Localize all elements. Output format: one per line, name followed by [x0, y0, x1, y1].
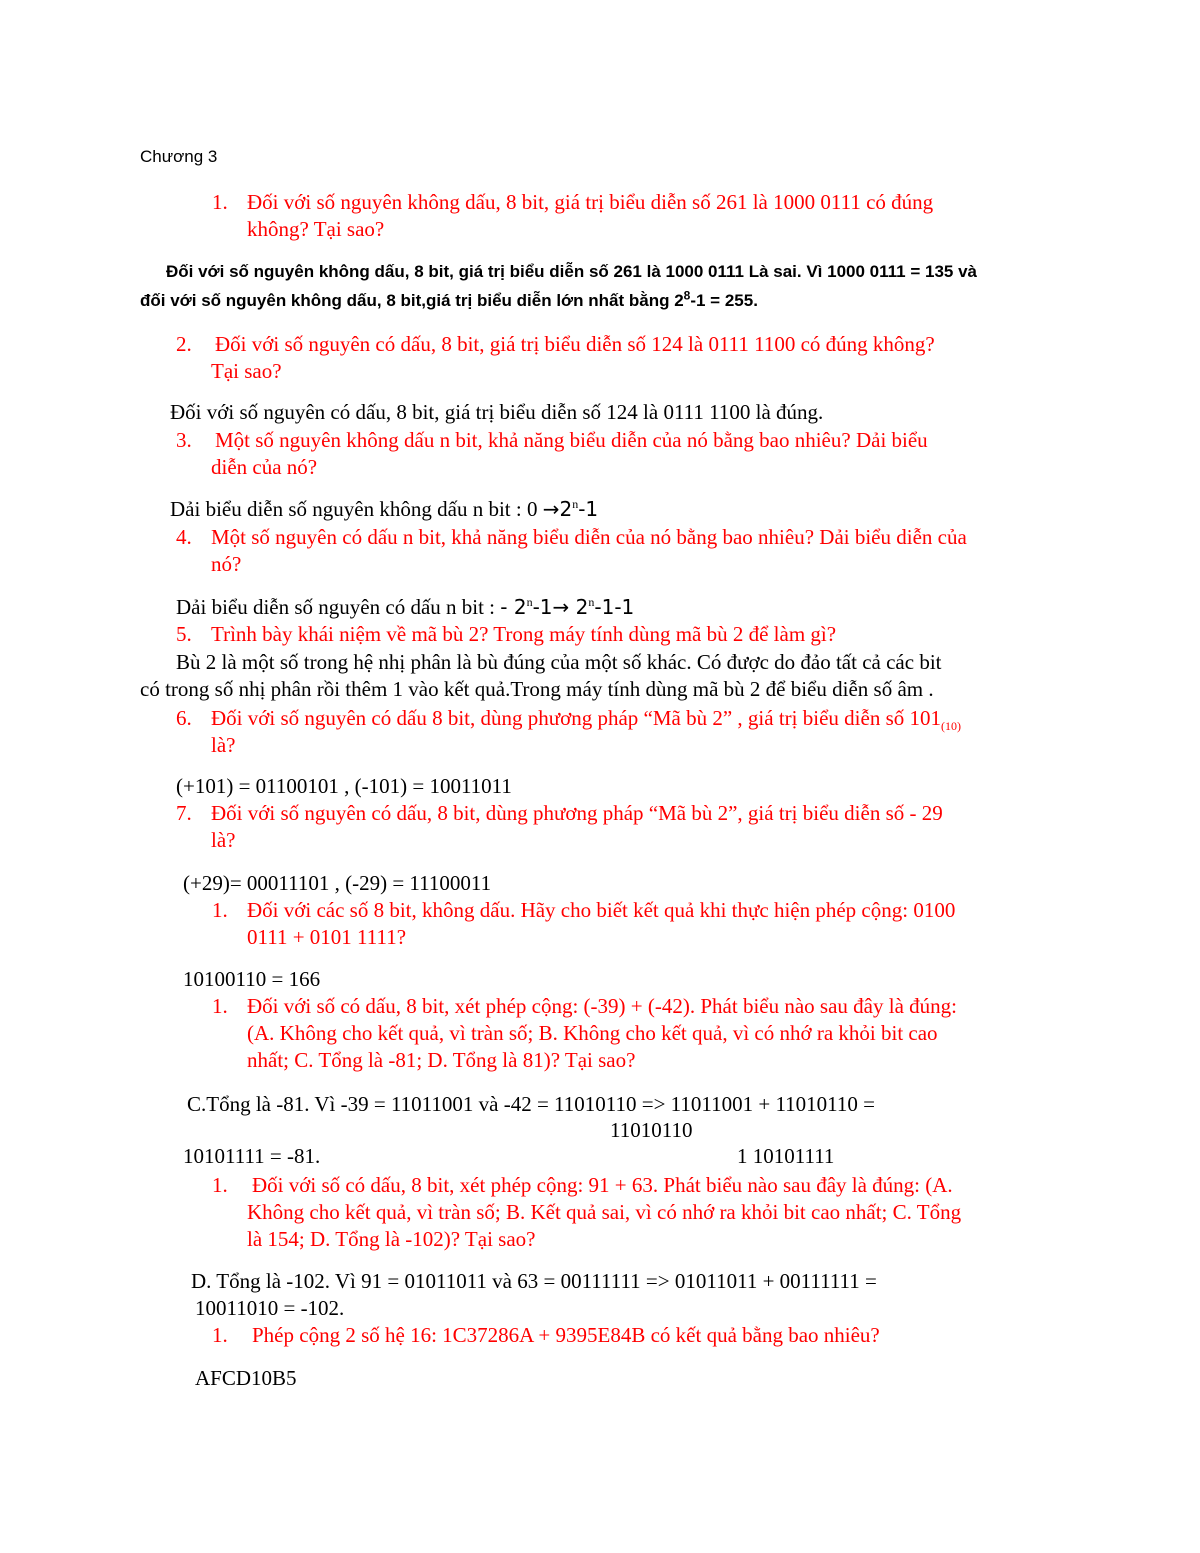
- answer-10-line-2: 10011010 = -102.: [195, 1296, 345, 1320]
- answer-4: [176, 595, 634, 619]
- question-8-number: 1.: [212, 898, 228, 922]
- question-9-line-1: Đối với số có dấu, 8 bit, xét phép cộng: (-39) + (-42). Phát biểu nào sau đây là đúng:: [247, 994, 957, 1018]
- question-10-line-2: Không cho kết quả, vì tràn số; B. Kết quả sai, vì có nhớ ra khỏi bit cao nhất; C. Tổng: [247, 1200, 962, 1224]
- answer-11: AFCD10B5: [195, 1366, 297, 1390]
- question-7-line-2: là?: [211, 828, 236, 852]
- question-1-line-1: Đối với số nguyên không dấu, 8 bit, giá trị biểu diễn số 261 là 1000 0111 có đúng: [247, 190, 934, 214]
- question-1-number: 1.: [212, 190, 228, 214]
- question-4-line-1: Một số nguyên có dấu n bit, khả năng biểu diễn của nó bằng bao nhiêu? Dải biểu diễn của: [211, 525, 967, 549]
- question-9-number: 1.: [212, 994, 228, 1018]
- answer-9-line-2: 11010110: [610, 1118, 693, 1142]
- question-10-line-3: là 154; D. Tổng là -102)? Tại sao?: [247, 1227, 536, 1251]
- question-9-line-3: nhất; C. Tổng là -81; D. Tổng là 81)? Tại sao?: [247, 1048, 636, 1072]
- answer-4-part-2: -1→ 2: [532, 595, 589, 619]
- question-6-base: (10): [941, 719, 961, 734]
- question-6-text: Đối với số nguyên có dấu 8 bit, dùng phương pháp “Mã bù 2” , giá trị biểu diễn số 101: [211, 706, 941, 730]
- answer-8: 10100110 = 166: [183, 967, 321, 991]
- answer-1-exponent: 8: [683, 288, 691, 303]
- answer-9-line-3-right: 1 10101111: [737, 1144, 835, 1168]
- question-8-line-2: 0111 + 0101 1111?: [247, 925, 407, 949]
- question-11-number: 1.: [212, 1323, 228, 1347]
- answer-1-line-2: [140, 289, 758, 313]
- answer-9-line-1: C.Tổng là -81. Vì -39 = 11011001 và -42 = 11010110 => 11011001 + 11010110 =: [187, 1092, 875, 1116]
- answer-4-exponent-1: n: [526, 595, 533, 609]
- answer-4-exponent-2: n: [588, 595, 595, 609]
- answer-10-line-1: D. Tổng là -102. Vì 91 = 01011011 và 63 = 00111111 => 01011011 + 00111111 =: [191, 1269, 877, 1293]
- answer-9-line-3-left: 10101111 = -81.: [183, 1144, 321, 1168]
- question-11-line-1: Phép cộng 2 số hệ 16: 1C37286A + 9395E84B có kết quả bằng bao nhiêu?: [252, 1323, 880, 1347]
- answer-4-part-1: - 2: [500, 595, 527, 619]
- question-3-number: 3.: [176, 428, 192, 452]
- question-10-number: 1.: [212, 1173, 228, 1197]
- question-2-number: 2.: [176, 332, 192, 356]
- question-4-line-2: nó?: [211, 552, 242, 576]
- question-10-line-1: Đối với số có dấu, 8 bit, xét phép cộng: 91 + 63. Phát biểu nào sau đây là đúng: (A.: [252, 1173, 953, 1197]
- question-7-line-1: Đối với số nguyên có dấu, 8 bit, dùng phương pháp “Mã bù 2”, giá trị biểu diễn số - 29: [211, 801, 943, 825]
- answer-3-tail: -1: [578, 497, 599, 521]
- chapter-heading: Chương 3: [140, 147, 218, 166]
- question-5-number: 5.: [176, 622, 192, 646]
- question-7-number: 7.: [176, 801, 192, 825]
- answer-1-line-1: Đối với số nguyên không dấu, 8 bit, giá trị biểu diễn số 261 là 1000 0111 Là sai. Vì 1000 0111 = 135 và: [166, 262, 977, 281]
- question-5-line-1: Trình bày khái niệm về mã bù 2? Trong máy tính dùng mã bù 2 để làm gì?: [211, 622, 837, 646]
- question-6-number: 6.: [176, 706, 192, 730]
- question-3-line-1: Một số nguyên không dấu n bit, khả năng biểu diễn của nó bằng bao nhiêu? Dải biểu: [215, 428, 928, 452]
- question-6-line-2: là?: [211, 733, 236, 757]
- question-2-line-1: Đối với số nguyên có dấu, 8 bit, giá trị biểu diễn số 124 là 0111 1100 có đúng không?: [215, 332, 935, 356]
- question-9-line-2: (A. Không cho kết quả, vì tràn số; B. Không cho kết quả, vì có nhớ ra khỏi bit cao: [247, 1021, 938, 1045]
- answer-3-arrow: →2: [542, 497, 573, 521]
- answer-3-exponent: n: [572, 497, 579, 511]
- question-1-line-2: không? Tại sao?: [247, 217, 385, 241]
- answer-5-line-1: Bù 2 là một số trong hệ nhị phân là bù đúng của một số khác. Có được do đảo tất cả các bit: [176, 650, 942, 674]
- answer-6: (+101) = 01100101 , (-101) = 10011011: [176, 774, 512, 798]
- answer-1-text: đối với số nguyên không dấu, 8 bit,giá trị biểu diễn lớn nhất bằng 2: [140, 291, 684, 310]
- answer-1-tail: -1 = 255.: [690, 291, 758, 310]
- question-3-line-2: diễn của nó?: [211, 455, 318, 479]
- answer-2: Đối với số nguyên có dấu, 8 bit, giá trị biểu diễn số 124 là 0111 1100 là đúng.: [170, 400, 824, 424]
- question-2-line-2: Tại sao?: [211, 359, 282, 383]
- answer-3: [170, 497, 598, 521]
- question-8-line-1: Đối với các số 8 bit, không dấu. Hãy cho biết kết quả khi thực hiện phép cộng: 0100: [247, 898, 956, 922]
- question-4-number: 4.: [176, 525, 192, 549]
- answer-3-text: Dải biểu diễn số nguyên không dấu n bit : 0: [170, 497, 543, 521]
- answer-4-part-3: -1-1: [594, 595, 635, 619]
- answer-7: (+29)= 00011101 , (-29) = 11100011: [183, 871, 492, 895]
- answer-5-line-2: có trong số nhị phân rồi thêm 1 vào kết quả.Trong máy tính dùng mã bù 2 để biểu diễn số âm .: [140, 677, 934, 701]
- answer-4-text: Dải biểu diễn số nguyên có dấu n bit :: [176, 595, 501, 619]
- question-6-line-1: [211, 706, 961, 734]
